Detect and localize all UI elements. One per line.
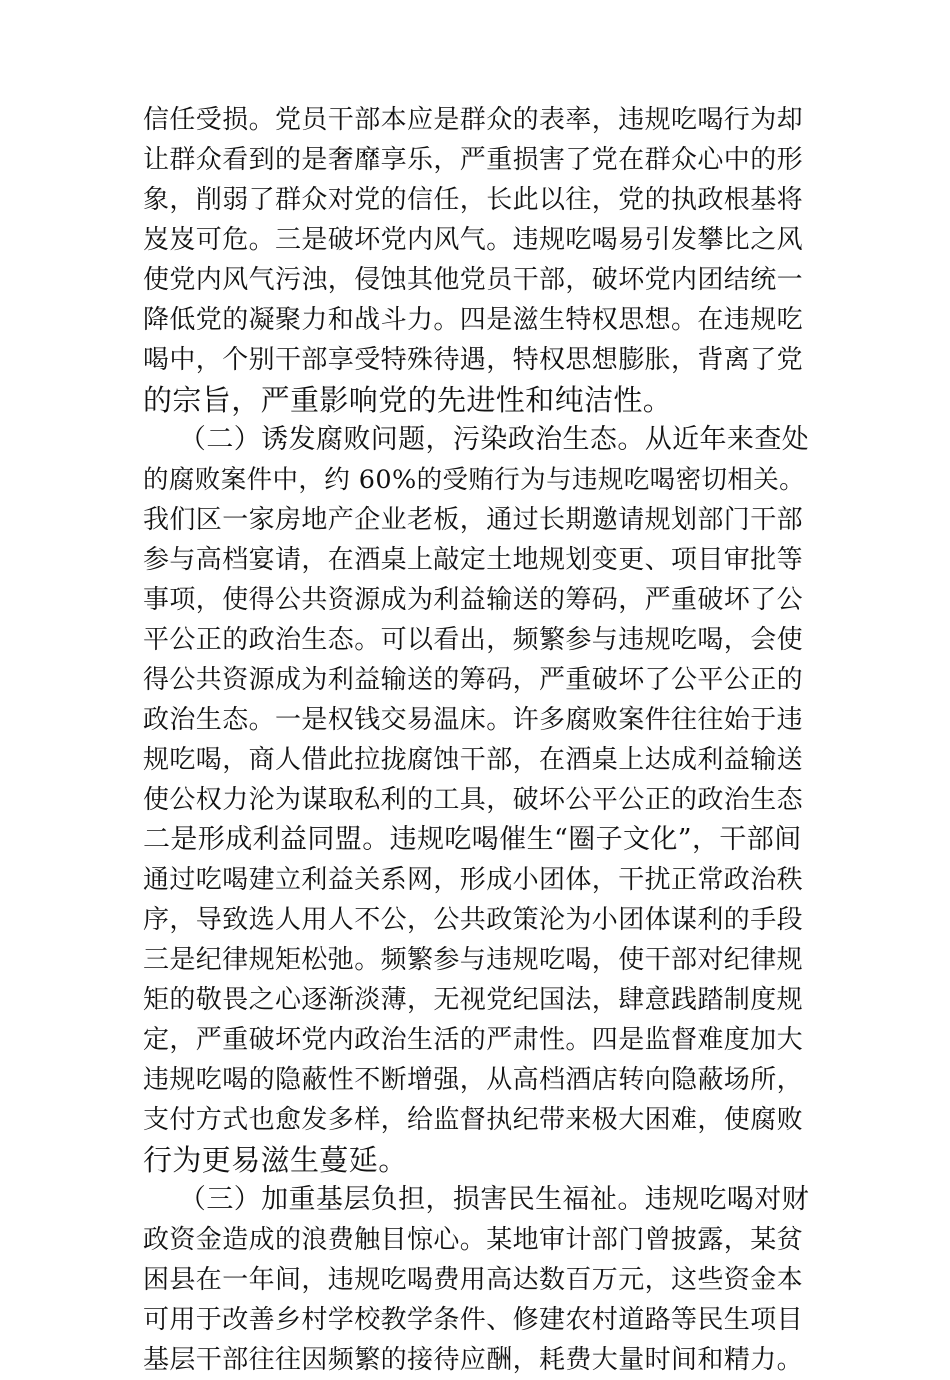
text-line: 政治生态。一是权钱交易温床。许多腐败案件往往始于违 (143, 705, 804, 735)
text-line: 通过吃喝建立利益关系网，形成小团体，干扰正常政治秩 (143, 865, 804, 895)
text-line: 违规吃喝的隐蔽性不断增强，从高档酒店转向隐蔽场所， (143, 1065, 804, 1095)
body-text (143, 100, 813, 1380)
text-line: 可用于改善乡村学校教学条件、修建农村道路等民生项目 (143, 1305, 804, 1335)
text-line: 使公权力沦为谋取私利的工具，破坏公平公正的政治生态 (143, 785, 804, 815)
text-line: 事项，使得公共资源成为利益输送的筹码，严重破坏了公 (143, 585, 804, 615)
text-line: 让群众看到的是奢靡享乐，严重损害了党在群众心中的形 (143, 145, 804, 175)
text-line: 参与高档宴请，在酒桌上敲定土地规划变更、项目审批等 (143, 545, 804, 575)
text-line: 信任受损。党员干部本应是群众的表率，违规吃喝行为却 (143, 105, 804, 135)
text-line: 序，导致选人用人不公，公共政策沦为小团体谋利的手段 (143, 905, 804, 935)
text-line: 行为更易滋生蔓延。 (143, 1143, 408, 1177)
text-line: 支付方式也愈发多样，给监督执纪带来极大困难，使腐败 (143, 1105, 804, 1135)
text-line: 使党内风气污浊，侵蚀其他党员干部，破坏党内团结统一 (143, 265, 804, 295)
text-line: 象，削弱了群众对党的信任，长此以往，党的执政根基将 (143, 185, 804, 215)
text-line: 定，严重破坏党内政治生活的严肃性。四是监督难度加大 (143, 1025, 804, 1055)
text-line: 基层干部往往因频繁的接待应酬，耗费大量时间和精力。 (143, 1345, 804, 1375)
text-line: 的宗旨，严重影响党的先进性和纯洁性。 (143, 383, 673, 417)
text-line: 困县在一年间，违规吃喝费用高达数百万元，这些资金本 (143, 1265, 804, 1295)
text-line: 喝中，个别干部享受特殊待遇，特权思想膨胀，背离了党 (143, 345, 804, 375)
text-line: 二是形成利益同盟。违规吃喝催生“圈子文化”，干部间 (143, 824, 802, 855)
text-line: （三）加重基层负担，损害民生福祉。违规吃喝对财 (143, 1184, 810, 1215)
text-line: 矩的敬畏之心逐渐淡薄，无视党纪国法，肆意践踏制度规 (143, 985, 804, 1015)
text-line: 岌岌可危。三是破坏党内风气。违规吃喝易引发攀比之风 (143, 225, 804, 255)
text-line: 三是纪律规矩松弛。频繁参与违规吃喝，使干部对纪律规 (143, 945, 804, 975)
text-line: 的腐败案件中，约 60%的受贿行为与违规吃喝密切相关。 (143, 465, 806, 495)
text-line: 平公正的政治生态。可以看出，频繁参与违规吃喝，会使 (143, 625, 804, 655)
text-line: 政资金造成的浪费触目惊心。某地审计部门曾披露，某贫 (143, 1225, 804, 1255)
text-line: 规吃喝，商人借此拉拢腐蚀干部，在酒桌上达成利益输送 (143, 745, 804, 775)
text-line: 我们区一家房地产企业老板，通过长期邀请规划部门干部 (143, 505, 804, 535)
text-line: 得公共资源成为利益输送的筹码，严重破坏了公平公正的 (143, 665, 804, 695)
text-line: （二）诱发腐败问题，污染政治生态。从近年来查处 (143, 424, 810, 455)
text-line: 降低党的凝聚力和战斗力。四是滋生特权思想。在违规吃 (143, 305, 804, 335)
